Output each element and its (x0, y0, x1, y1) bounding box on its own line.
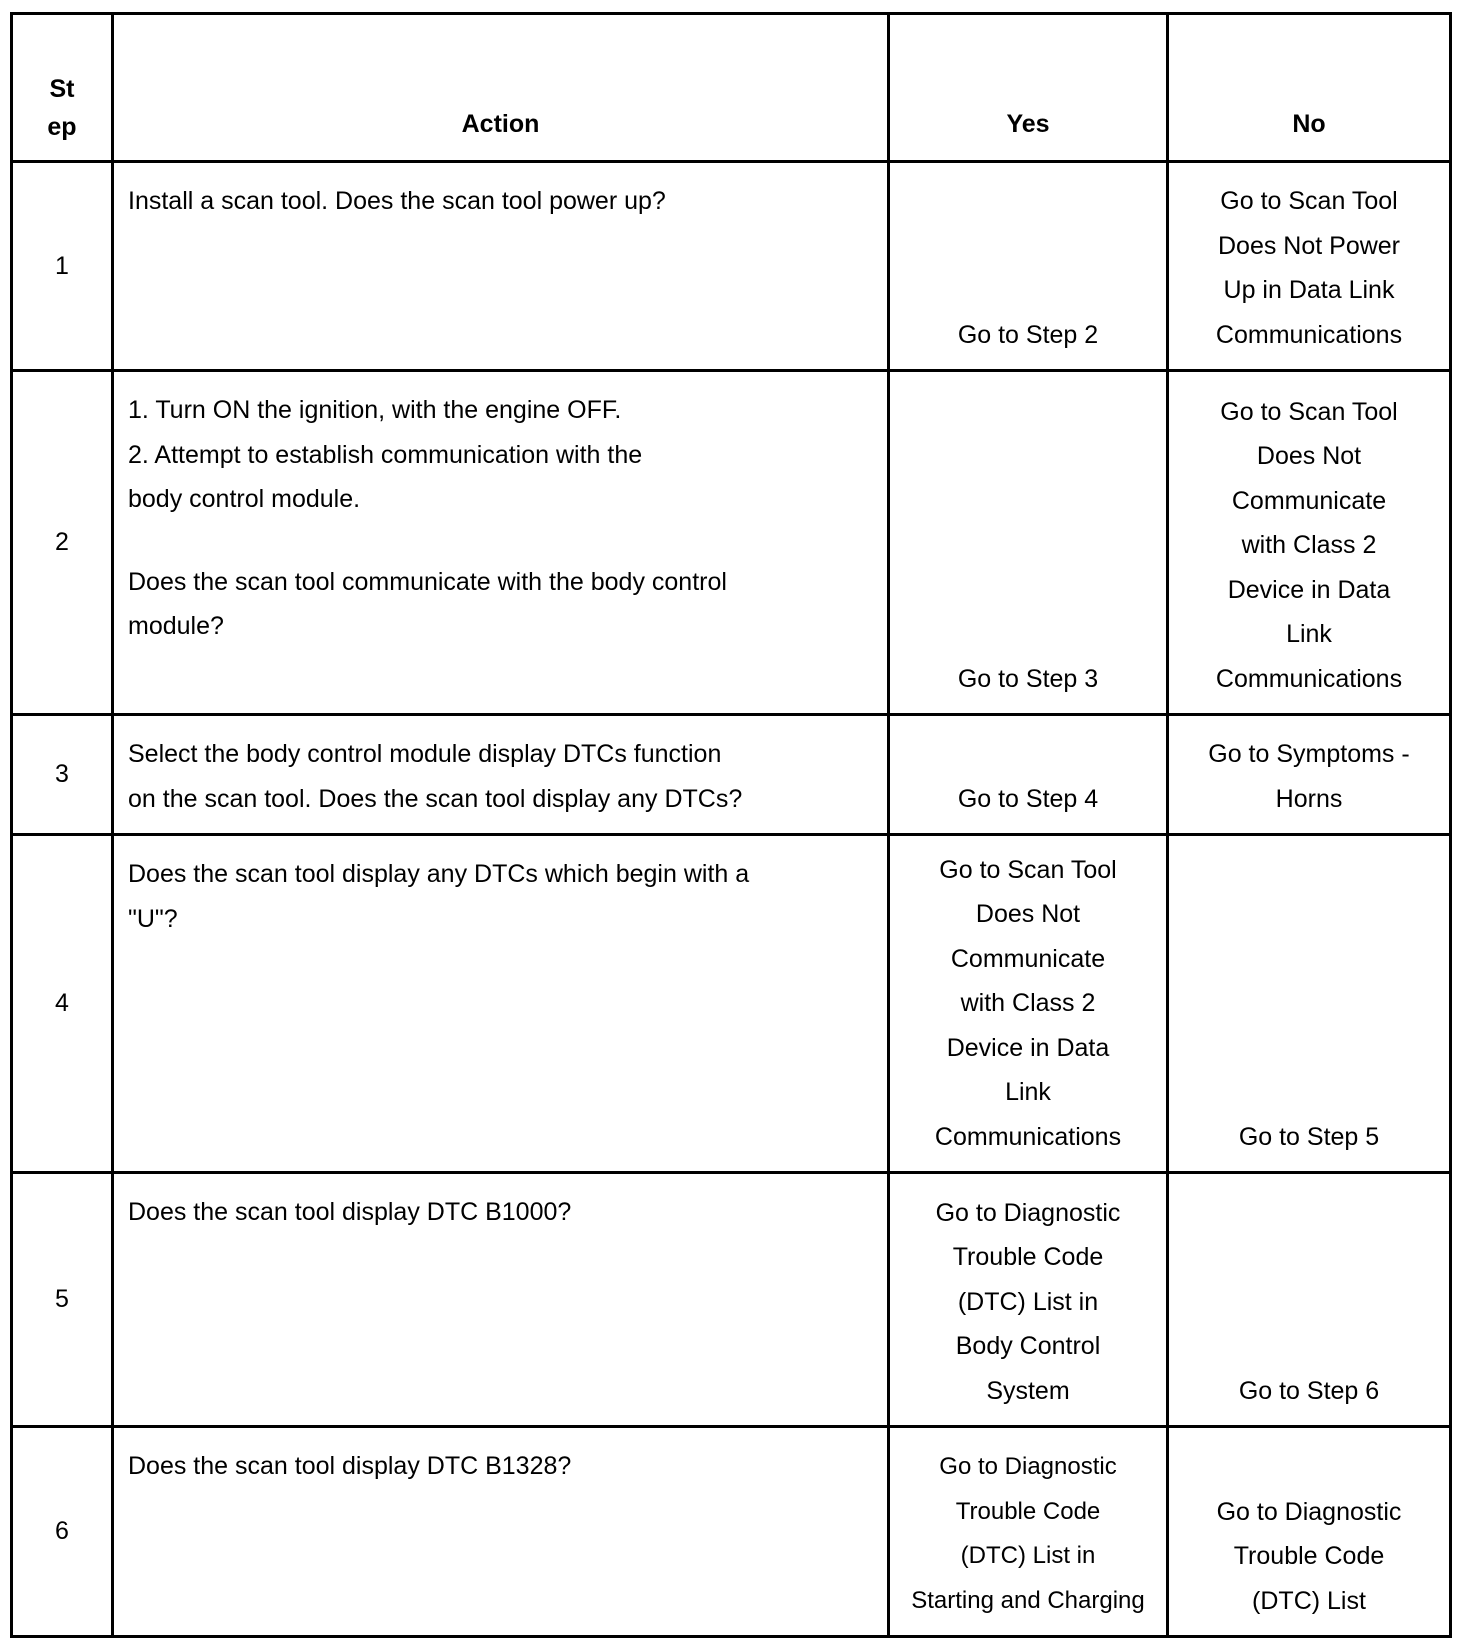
action-cell (113, 1427, 889, 1637)
action-text: Select the body control module display DTCs function on the scan tool. Does the scan tool display any DTCs? (128, 740, 743, 813)
action-cell (113, 715, 889, 835)
no-cell: Go to Scan Tool Does Not Communicate with Class 2 Device in Data Link Communications (1168, 371, 1451, 715)
step-number: 1 (12, 162, 113, 371)
no-cell: Go to Step 6 (1168, 1173, 1451, 1427)
table-row (12, 715, 1451, 835)
action-cell (113, 162, 889, 371)
yes-cell: Go to Step 2 (889, 162, 1168, 371)
no-cell: Go to Scan Tool Does Not Power Up in Data Link Communications (1168, 162, 1451, 371)
step-number: 3 (12, 715, 113, 835)
action-text: Does the scan tool display any DTCs which begin with a "U"? (128, 860, 750, 933)
no-cell: Go to Symptoms - Horns (1168, 715, 1451, 835)
table-row (12, 162, 1451, 371)
header-row (12, 14, 1451, 162)
step-number: 5 (12, 1173, 113, 1427)
table-row (12, 1173, 1451, 1427)
table-row (12, 371, 1451, 715)
yes-cell: Go to Diagnostic Trouble Code (DTC) List in Starting and Charging (889, 1427, 1168, 1637)
no-cell: Go to Diagnostic Trouble Code (DTC) List (1168, 1427, 1451, 1637)
step-number: 4 (12, 835, 113, 1173)
yes-cell: Go to Diagnostic Trouble Code (DTC) List in Body Control System (889, 1173, 1168, 1427)
yes-cell: Go to Scan Tool Does Not Communicate with Class 2 Device in Data Link Communications (889, 835, 1168, 1173)
no-cell: Go to Step 5 (1168, 835, 1451, 1173)
header-yes: Yes (889, 14, 1168, 162)
action-text: Does the scan tool communicate with the body control module? (128, 567, 727, 640)
yes-cell: Go to Step 4 (889, 715, 1168, 835)
table-row (12, 835, 1451, 1173)
action-text: 1. Turn ON the ignition, with the engine OFF. (128, 396, 622, 424)
action-cell (113, 371, 889, 715)
action-text: Does the scan tool display DTC B1328? (128, 1452, 572, 1480)
action-text: Install a scan tool. Does the scan tool power up? (128, 187, 666, 215)
yes-cell: Go to Step 3 (889, 371, 1168, 715)
action-cell (113, 835, 889, 1173)
action-text: Does the scan tool display DTC B1000? (128, 1198, 572, 1226)
header-step: St ep (12, 14, 113, 162)
header-action: Action (113, 14, 889, 162)
action-cell (113, 1173, 889, 1427)
header-no: No (1168, 14, 1451, 162)
table-row (12, 1427, 1451, 1637)
diagnostic-table (10, 12, 1452, 1638)
step-number: 2 (12, 371, 113, 715)
action-text: 2. Attempt to establish communication with the body control module. (128, 440, 643, 513)
action-spacer (128, 522, 873, 560)
step-number: 6 (12, 1427, 113, 1637)
